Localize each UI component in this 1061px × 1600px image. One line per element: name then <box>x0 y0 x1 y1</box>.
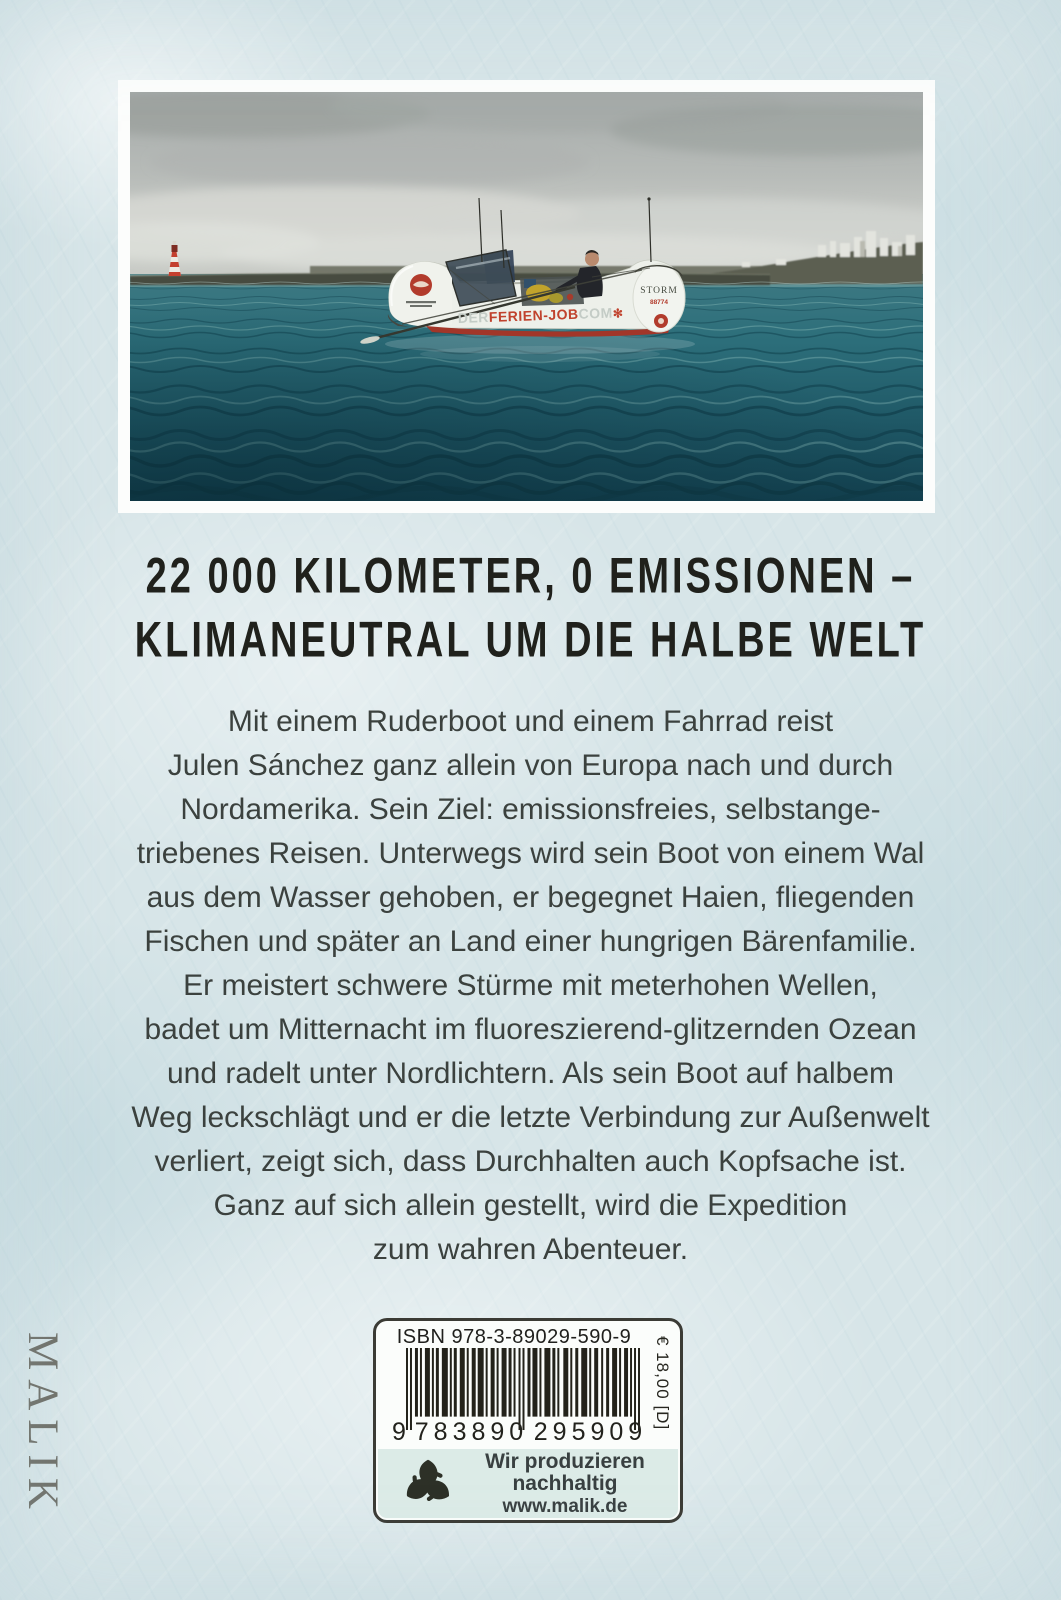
blurb-line: triebenes Reisen. Unterwegs wird sein Boot von einem Wal <box>136 837 925 870</box>
headline-line-1: 22 000 KILOMETER, 0 EMISSIONEN – <box>145 549 916 605</box>
publisher-logo-malik: MALIK <box>19 1332 66 1518</box>
sustainability-line: Wir produzieren <box>485 1449 645 1473</box>
blurb-line: Nordamerika. Sein Ziel: emissionsfreies, selbstange- <box>180 793 881 826</box>
publisher-website: www.malik.de <box>502 1495 628 1517</box>
barcode-digits <box>392 1418 650 1447</box>
blurb-line: badet um Mitternacht im fluoreszierend-glitzernden Ozean <box>144 1013 917 1046</box>
blurb-line: und radelt unter Nordlichtern. Als sein Boot auf halbem <box>166 1057 895 1090</box>
isbn-number: ISBN 978-3-89029-590-9 <box>396 1326 632 1348</box>
blurb-line: Er meistert schwere Stürme mit meterhohen Wellen, <box>183 969 878 1002</box>
stern-name-text: STORM <box>640 286 678 296</box>
sustainability-text <box>462 1451 678 1517</box>
blurb-line: Mit einem Ruderboot und einem Fahrrad reist <box>227 705 834 738</box>
barcode-digit-group: 783890 <box>414 1418 529 1446</box>
recycle-leaves-icon <box>400 1456 456 1512</box>
headline-line-2: KLIMANEUTRAL UM DIE HALBE WELT <box>134 613 927 669</box>
blurb-line: Ganz auf sich allein gestellt, wird die Expedition <box>213 1189 848 1222</box>
blurb-line: verliert, zeigt sich, dass Durchhalten auch Kopfsache ist. <box>154 1145 907 1178</box>
isbn-label <box>373 1318 683 1523</box>
blurb <box>0 700 1061 1272</box>
hull-brand-text: DERFERIEN-JOBCOM✻ <box>457 304 624 326</box>
blurb-line: Weg leckschlägt und er die letzte Verbindung zur Außenwelt <box>131 1101 930 1134</box>
barcode-digit-group: 295909 <box>533 1418 648 1446</box>
photo-frame <box>118 80 935 513</box>
blurb-line: Fischen und später an Land einer hungrigen Bärenfamilie. <box>144 925 917 958</box>
barcode-digit-group: 9 <box>392 1418 406 1446</box>
blurb-line: zum wahren Abenteuer. <box>372 1233 689 1266</box>
sustainability-strip <box>378 1449 678 1518</box>
blurb-line: aus dem Wasser gehoben, er begegnet Haien, fliegenden <box>146 881 915 914</box>
cover-photo <box>130 92 923 501</box>
stern-number-text: 88774 <box>649 299 669 306</box>
hull-brand-mark-icon: ✻ <box>612 306 624 321</box>
sustainability-line: nachhaltig <box>512 1471 618 1495</box>
stern-pod <box>633 264 685 332</box>
price: € 18,00 [D] <box>653 1336 672 1431</box>
blurb-line: Julen Sánchez ganz allein von Europa nach und durch <box>167 749 894 782</box>
